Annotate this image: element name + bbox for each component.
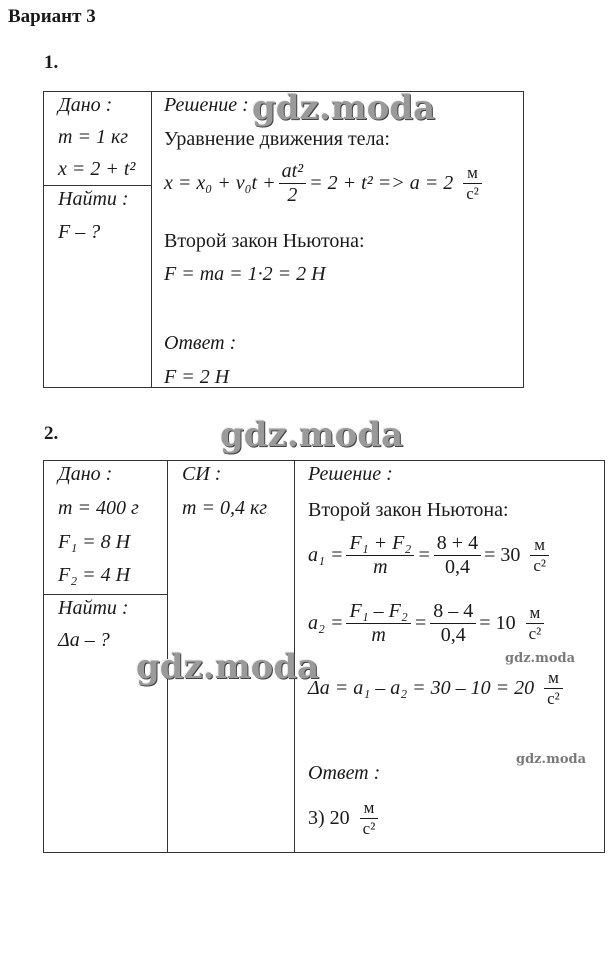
page-title: Вариант 3 (8, 6, 96, 27)
solution-label-1: Решение : (164, 94, 249, 116)
given-f2-2: F₂ = 4 Н (58, 564, 131, 586)
given-x-law-1: x = 2 + t² (58, 158, 136, 180)
answer-label-1: Ответ : (164, 332, 237, 354)
solution-label-2: Решение : (308, 463, 393, 485)
given-label-1: Дано : (58, 94, 113, 116)
solution-2-a2-equation: a₂ = $\frac{\text{F₁ – F₂}}{m}$ = $\frac{8 - 4}{0,4}$ = 10 $\frac{м}{\text{с²}}$ (308, 600, 547, 647)
solution-2-delta-equation: Δa = a₁ – a₂ = 30 – 10 = 20 $\frac{м}{\text{с²}}$ (308, 668, 566, 709)
watermark-small: gdz.moda (516, 752, 587, 767)
problem-1-number: 1. (44, 52, 59, 73)
solution-1-line1: Уравнение движения тела: (164, 128, 390, 150)
find-item-2: Δa – ? (58, 629, 110, 651)
given-f1-2: F₁ = 8 Н (58, 531, 131, 553)
find-item-1: F – ? (58, 221, 101, 243)
given-mass-1: m = 1 кг (58, 126, 129, 148)
watermark: gdz.moda (220, 415, 404, 455)
acceleration-unit: $\frac{м}{\text{с²}}$ (463, 163, 482, 204)
solution-1-force-equation: F = ma = 1·2 = 2 Н (164, 263, 326, 285)
solution-1-motion-equation: x = x₀ + v₀t + $\frac{\text{at²}}{2}$ = 2 + t² => a = 2 $\frac{м}{\text{с²}}$ (164, 160, 485, 207)
si-label: СИ : (182, 463, 222, 485)
answer-1: F = 2 Н (164, 366, 230, 388)
solution-2-line1: Второй закон Ньютона: (308, 499, 509, 521)
answer-label-2: Ответ : (308, 762, 381, 784)
find-label-2: Найти : (58, 597, 129, 619)
problem-2-number: 2. (44, 423, 59, 444)
solution-1-line2: Второй закон Ньютона: (164, 230, 365, 252)
solution-2-a1-equation: a₁ = $\frac{\text{F₁ + F₂}}{m}$ = $\frac{8 + 4}{0,4}$ = 30 $\frac{м}{\text{с²}}$ (308, 532, 552, 579)
given-mass-2: m = 400 г (58, 497, 139, 519)
watermark: gdz.moda (252, 88, 436, 128)
find-label-1: Найти : (58, 188, 129, 210)
si-mass: m = 0,4 кг (182, 497, 268, 519)
answer-2: 3) 20 $\frac{м}{\text{с²}}$ (308, 798, 381, 839)
given-label-2: Дано : (58, 463, 113, 485)
watermark: gdz.moda (136, 647, 320, 687)
motion-fraction: $\frac{\text{at²}}{2}$ (279, 160, 307, 207)
watermark-small: gdz.moda (505, 651, 576, 666)
